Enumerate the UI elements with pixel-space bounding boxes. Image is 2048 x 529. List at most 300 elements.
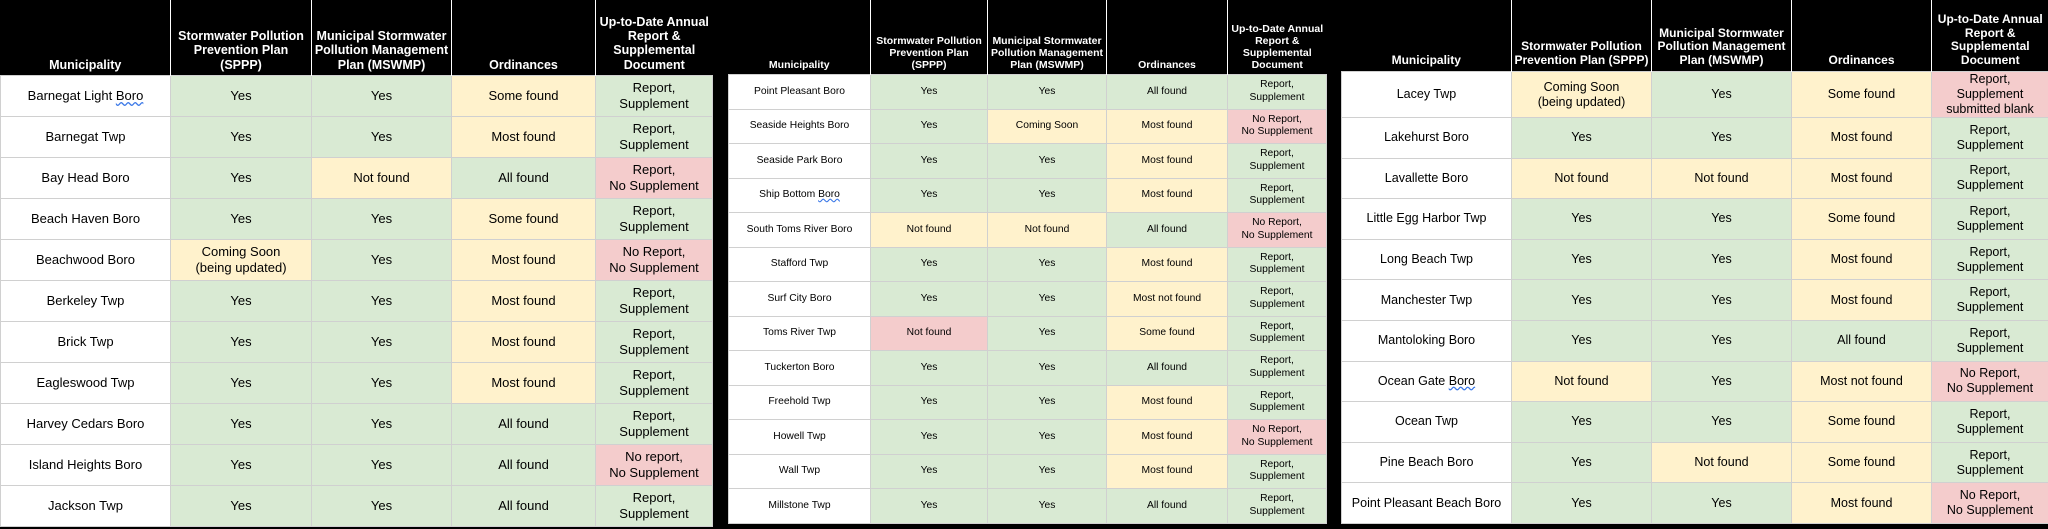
mswmp-status-cell[interactable] [1652, 199, 1792, 240]
report-status-cell[interactable] [1932, 402, 2048, 443]
ordinances-status-cell[interactable] [452, 363, 596, 404]
sppp-status-cell[interactable] [171, 322, 312, 363]
municipality-cell[interactable] [1, 281, 171, 322]
mswmp-status-cell[interactable] [988, 454, 1107, 489]
mswmp-status-cell[interactable] [1652, 361, 1792, 402]
ordinances-status-text: Most found [491, 252, 556, 268]
municipality-cell[interactable] [729, 351, 871, 386]
ordinances-status-cell[interactable] [1107, 247, 1228, 282]
municipality-cell[interactable] [1, 322, 171, 363]
sppp-status-cell[interactable] [871, 282, 988, 317]
mswmp-status-cell[interactable] [988, 282, 1107, 317]
report-status-cell[interactable] [596, 486, 713, 527]
municipality-cell[interactable] [1342, 72, 1512, 118]
ordinances-status-text: Most found [1141, 430, 1193, 442]
sppp-status-cell[interactable] [871, 316, 988, 351]
table-row [1342, 118, 2048, 159]
sppp-status-text: Yes [920, 189, 938, 201]
mswmp-status-cell[interactable] [988, 109, 1107, 144]
table-row [1342, 483, 2048, 524]
municipality-cell[interactable] [729, 385, 871, 420]
ordinances-status-cell[interactable] [1792, 239, 1932, 280]
mswmp-status-text: Yes [1711, 373, 1732, 388]
sppp-status-cell[interactable] [171, 281, 312, 322]
ordinances-status-cell[interactable] [452, 76, 596, 117]
mswmp-status-cell[interactable] [1652, 118, 1792, 159]
municipality-cell[interactable] [729, 454, 871, 489]
ordinances-status-cell[interactable] [1107, 316, 1228, 351]
municipality-cell[interactable] [1, 76, 171, 117]
sppp-status-cell[interactable] [871, 489, 988, 524]
mswmp-status-cell[interactable] [312, 117, 452, 158]
sppp-status-cell[interactable] [171, 117, 312, 158]
mswmp-status-cell[interactable] [988, 247, 1107, 282]
mswmp-status-cell[interactable] [312, 240, 452, 281]
sppp-status-cell[interactable] [1512, 402, 1652, 443]
municipality-cell[interactable] [1, 199, 171, 240]
sppp-status-text: Not found [1554, 373, 1609, 388]
ordinances-status-text: Most found [1141, 154, 1193, 166]
ordinances-status-text: Most not found [1820, 373, 1903, 388]
municipality-text: Point Pleasant Beach Boro [1351, 495, 1502, 510]
report-status-cell[interactable] [1228, 247, 1327, 282]
ordinances-status-cell[interactable] [1107, 282, 1228, 317]
sppp-status-cell[interactable] [171, 199, 312, 240]
municipality-cell[interactable] [1342, 320, 1512, 361]
municipality-cell[interactable] [729, 213, 871, 248]
municipality-cell[interactable] [1342, 118, 1512, 159]
table-row [729, 282, 1327, 317]
mswmp-status-cell[interactable] [988, 75, 1107, 110]
sppp-status-cell[interactable] [1512, 483, 1652, 524]
mswmp-status-text: Not found [353, 170, 410, 186]
header-sppp: Stormwater Pollution Prevention Plan (SPPP) [871, 0, 988, 75]
sppp-status-text: Yes [230, 211, 252, 227]
report-status-cell[interactable] [596, 158, 713, 199]
mswmp-status-cell[interactable] [1652, 402, 1792, 443]
municipality-text: Ocean Twp [1394, 414, 1458, 429]
municipality-text: Beachwood Boro [35, 252, 135, 268]
municipality-cell[interactable] [1, 363, 171, 404]
header-annual-report: Up-to-Date Annual Report & Supplemental Document [596, 0, 713, 76]
table-row [1342, 158, 2048, 199]
report-status-text: Report, Supplement [1956, 203, 2024, 233]
municipality-cell[interactable] [1, 486, 171, 527]
sppp-status-cell[interactable] [1512, 118, 1652, 159]
municipality-cell[interactable] [1, 158, 171, 199]
sppp-status-cell[interactable] [171, 363, 312, 404]
mswmp-status-cell[interactable] [988, 351, 1107, 386]
report-status-cell[interactable] [1228, 420, 1327, 455]
ordinances-status-text: Some found [1827, 211, 1896, 226]
ordinances-status-cell[interactable] [1107, 385, 1228, 420]
report-status-text: No Report, No Supplement [609, 244, 699, 275]
mswmp-status-text: Coming Soon [1015, 120, 1079, 132]
ordinances-status-text: Some found [1827, 414, 1896, 429]
ordinances-status-cell[interactable] [452, 199, 596, 240]
mswmp-status-cell[interactable] [312, 199, 452, 240]
municipality-cell[interactable] [1342, 483, 1512, 524]
ordinances-status-cell[interactable] [1792, 483, 1932, 524]
ordinances-status-text: Most found [1141, 258, 1193, 270]
table-panel-3 [1341, 0, 2048, 529]
report-status-text: Report, No Supplement [609, 162, 699, 193]
sppp-status-cell[interactable] [171, 445, 312, 486]
report-status-cell[interactable] [1228, 316, 1327, 351]
sppp-status-text: Yes [1571, 455, 1592, 470]
table-row [1342, 402, 2048, 443]
ordinances-status-text: Most found [1830, 495, 1893, 510]
mswmp-status-cell[interactable] [312, 404, 452, 445]
ordinances-status-cell[interactable] [452, 158, 596, 199]
mswmp-status-cell[interactable] [988, 213, 1107, 248]
report-status-cell[interactable] [1932, 320, 2048, 361]
sppp-status-cell[interactable] [871, 178, 988, 213]
sppp-status-cell[interactable] [1512, 442, 1652, 483]
table-row [1, 240, 713, 281]
ordinances-status-cell[interactable] [1107, 109, 1228, 144]
municipality-cell[interactable] [729, 75, 871, 110]
sppp-status-text: Yes [230, 129, 252, 145]
municipality-text: Seaside Park Boro [756, 154, 843, 166]
report-status-cell[interactable] [1932, 72, 2048, 118]
report-status-text: Report, Supplement [619, 285, 689, 316]
report-status-text: Report, Supplement [1956, 122, 2024, 152]
ordinances-status-text: All found [1146, 85, 1188, 97]
report-status-text: No Report, No Supplement [1241, 113, 1313, 138]
mswmp-status-text: Yes [370, 88, 393, 104]
ordinances-status-cell[interactable] [1107, 420, 1228, 455]
sppp-status-text: Yes [1571, 495, 1592, 510]
municipality-cell[interactable] [1342, 239, 1512, 280]
header-row [729, 0, 1327, 75]
municipality-text: Howell Twp [773, 430, 826, 442]
report-status-cell[interactable] [1228, 213, 1327, 248]
mswmp-status-cell[interactable] [1652, 239, 1792, 280]
ordinances-status-cell[interactable] [1792, 361, 1932, 402]
sppp-status-cell[interactable] [171, 76, 312, 117]
municipality-text: Harvey Cedars Boro [26, 416, 145, 432]
mswmp-status-cell[interactable] [988, 420, 1107, 455]
ordinances-status-cell[interactable] [1107, 75, 1228, 110]
municipality-text: Eagleswood Twp [36, 375, 135, 391]
mswmp-status-cell[interactable] [312, 158, 452, 199]
ordinances-status-cell[interactable] [1792, 280, 1932, 321]
report-status-text: Report, Supplement [1249, 79, 1305, 103]
table-panel-1 [0, 0, 712, 529]
mswmp-status-text: Yes [1038, 189, 1056, 201]
report-status-text: Report, Supplement [1249, 493, 1305, 517]
municipality-text: Freehold Twp [768, 396, 831, 408]
sppp-status-cell[interactable] [171, 240, 312, 281]
municipality-cell[interactable] [1342, 280, 1512, 321]
ordinances-status-text: All found [1146, 223, 1188, 235]
municipality-cell[interactable] [1342, 402, 1512, 443]
mswmp-status-text: Yes [370, 293, 393, 309]
sppp-status-text: Yes [920, 292, 938, 304]
ordinances-status-cell[interactable] [1792, 199, 1932, 240]
report-status-cell[interactable] [1228, 489, 1327, 524]
header-annual-report: Up-to-Date Annual Report & Supplemental Document [1228, 0, 1327, 75]
mswmp-status-cell[interactable] [312, 445, 452, 486]
sppp-status-cell[interactable] [171, 158, 312, 199]
report-status-text: No Report, No Supplement [1946, 488, 2034, 518]
report-status-cell[interactable] [1932, 442, 2048, 483]
ordinances-status-text: Most found [1141, 465, 1193, 477]
mswmp-status-text: Yes [1711, 130, 1732, 145]
sppp-status-cell[interactable] [871, 144, 988, 179]
municipality-text: Lacey Twp [1396, 87, 1457, 101]
report-status-cell[interactable] [1932, 483, 2048, 524]
sppp-status-cell[interactable] [171, 404, 312, 445]
sppp-status-text: Yes [1571, 130, 1592, 145]
report-status-cell[interactable] [1932, 158, 2048, 199]
ordinances-status-text: All found [1146, 361, 1188, 373]
sppp-status-text: Yes [920, 85, 938, 97]
ordinances-status-cell[interactable] [452, 240, 596, 281]
mswmp-status-cell[interactable] [988, 316, 1107, 351]
table-row [729, 144, 1327, 179]
ordinances-status-text: Most found [491, 293, 556, 309]
sppp-status-text: Not found [1554, 170, 1609, 185]
municipality-cell[interactable] [1, 404, 171, 445]
ordinances-status-cell[interactable] [1792, 118, 1932, 159]
mswmp-status-text: Yes [1038, 258, 1056, 270]
ordinances-status-text: Some found [1827, 87, 1896, 101]
sppp-status-cell[interactable] [871, 385, 988, 420]
mswmp-status-cell[interactable] [312, 363, 452, 404]
report-status-cell[interactable] [596, 363, 713, 404]
municipality-text: Lakehurst Boro [1384, 130, 1469, 145]
sppp-status-cell[interactable] [871, 420, 988, 455]
report-status-cell[interactable] [596, 76, 713, 117]
municipality-cell[interactable] [729, 247, 871, 282]
municipality-cell[interactable] [729, 144, 871, 179]
municipality-cell[interactable] [729, 420, 871, 455]
mswmp-status-text: Not found [1694, 455, 1749, 470]
report-status-cell[interactable] [1932, 280, 2048, 321]
header-sppp: Stormwater Pollution Prevention Plan (SPPP) [171, 0, 312, 76]
table-row [1, 117, 713, 158]
mswmp-status-cell[interactable] [988, 144, 1107, 179]
report-status-cell[interactable] [596, 281, 713, 322]
ordinances-status-cell[interactable] [1792, 442, 1932, 483]
sppp-status-cell[interactable] [871, 247, 988, 282]
report-status-cell[interactable] [596, 445, 713, 486]
report-status-cell[interactable] [1932, 118, 2048, 159]
header-mswmp: Municipal Stormwater Pollution Management Plan (MSWMP) [1652, 0, 1792, 72]
sppp-status-text: Yes [230, 293, 252, 309]
sppp-status-text: Yes [230, 334, 252, 350]
sppp-status-cell[interactable] [1512, 199, 1652, 240]
report-status-cell[interactable] [596, 117, 713, 158]
mswmp-status-text: Yes [1038, 396, 1056, 408]
mswmp-status-cell[interactable] [312, 76, 452, 117]
municipality-cell[interactable] [729, 178, 871, 213]
municipality-text: Bay Head Boro [41, 170, 130, 186]
mswmp-status-cell[interactable] [1652, 442, 1792, 483]
ordinances-status-text: Most found [1141, 120, 1193, 132]
municipality-cell[interactable] [1, 240, 171, 281]
report-status-cell[interactable] [596, 199, 713, 240]
mswmp-status-cell[interactable] [1652, 320, 1792, 361]
report-status-text: Report, Supplement [1249, 355, 1305, 379]
report-status-cell[interactable] [1228, 454, 1327, 489]
sppp-status-cell[interactable] [1512, 361, 1652, 402]
mswmp-status-cell[interactable] [988, 489, 1107, 524]
table-row [729, 454, 1327, 489]
header-mswmp: Municipal Stormwater Pollution Management Plan (MSWMP) [988, 0, 1107, 75]
mswmp-status-cell[interactable] [1652, 280, 1792, 321]
header-annual-report: Up-to-Date Annual Report & Supplemental Document [1932, 0, 2048, 72]
sppp-status-text: Not found [906, 327, 952, 339]
municipality-cell[interactable] [729, 282, 871, 317]
mswmp-status-cell[interactable] [988, 178, 1107, 213]
report-status-cell[interactable] [1228, 178, 1327, 213]
table-row [1, 445, 713, 486]
report-status-cell[interactable] [1228, 282, 1327, 317]
ordinances-status-cell[interactable] [452, 322, 596, 363]
sppp-status-text: Not found [906, 223, 952, 235]
ordinances-status-cell[interactable] [1792, 72, 1932, 118]
mswmp-status-text: Yes [370, 375, 393, 391]
mswmp-status-text: Yes [370, 211, 393, 227]
ordinances-status-cell[interactable] [1107, 489, 1228, 524]
municipality-text: Tuckerton Boro [764, 361, 835, 373]
table-body [1, 76, 713, 527]
sppp-status-cell[interactable] [871, 454, 988, 489]
municipality-text: Beach Haven Boro [30, 211, 141, 227]
municipality-cell[interactable] [729, 109, 871, 144]
ordinances-status-cell[interactable] [1792, 158, 1932, 199]
report-status-cell[interactable] [1228, 385, 1327, 420]
report-status-cell[interactable] [596, 322, 713, 363]
mswmp-status-cell[interactable] [1652, 72, 1792, 118]
sppp-status-text: Yes [920, 430, 938, 442]
mswmp-status-cell[interactable] [312, 281, 452, 322]
ordinances-status-cell[interactable] [1107, 351, 1228, 386]
ordinances-status-cell[interactable] [452, 486, 596, 527]
ordinances-status-cell[interactable] [1107, 178, 1228, 213]
report-status-text: Report, Supplement [619, 80, 689, 111]
mswmp-status-text: Yes [1711, 414, 1732, 429]
municipality-cell[interactable] [729, 316, 871, 351]
ordinances-status-cell[interactable] [1107, 213, 1228, 248]
report-status-text: Report, Supplement [1956, 406, 2024, 436]
report-status-cell[interactable] [1228, 75, 1327, 110]
mswmp-status-text: Yes [1711, 87, 1732, 101]
sppp-status-cell[interactable] [171, 486, 312, 527]
municipality-text: Ocean Gate Boro [1377, 373, 1476, 388]
ordinances-status-text: Most found [1141, 396, 1193, 408]
report-status-cell[interactable] [596, 240, 713, 281]
table-row [729, 420, 1327, 455]
report-status-cell[interactable] [1228, 351, 1327, 386]
table-row [1342, 442, 2048, 483]
sppp-status-text: Yes [230, 498, 252, 514]
ordinances-status-text: Most found [1830, 130, 1893, 145]
municipality-cell[interactable] [729, 489, 871, 524]
report-status-text: Report, Supplement [1956, 163, 2024, 193]
sppp-status-text: Yes [920, 465, 938, 477]
ordinances-status-text: All found [498, 170, 549, 186]
table-body [1342, 72, 2048, 524]
report-status-text: No Report, No Supplement [1241, 424, 1313, 448]
ordinances-status-cell[interactable] [1107, 144, 1228, 179]
sppp-status-cell[interactable] [871, 213, 988, 248]
sppp-status-text: Yes [1571, 252, 1592, 267]
mswmp-status-cell[interactable] [1652, 483, 1792, 524]
municipality-text: Barnegat Light Boro [27, 88, 144, 104]
municipality-cell[interactable] [1342, 199, 1512, 240]
sppp-status-cell[interactable] [871, 351, 988, 386]
sppp-status-text: Yes [920, 499, 938, 511]
sppp-status-text: Yes [920, 258, 938, 270]
municipality-text: Ship Bottom Boro [759, 189, 840, 201]
header-municipality: Municipality [1342, 0, 1512, 72]
ordinances-status-cell[interactable] [452, 404, 596, 445]
ordinances-status-cell[interactable] [1792, 402, 1932, 443]
ordinances-status-text: Most found [491, 375, 556, 391]
report-status-cell[interactable] [1228, 144, 1327, 179]
sppp-status-cell[interactable] [871, 75, 988, 110]
mswmp-status-cell[interactable] [988, 385, 1107, 420]
report-status-text: Report, Supplement [1249, 148, 1305, 172]
report-status-cell[interactable] [1932, 199, 2048, 240]
mswmp-status-text: Yes [370, 334, 393, 350]
ordinances-status-cell[interactable] [452, 117, 596, 158]
mswmp-status-text: Yes [370, 252, 393, 268]
municipality-cell[interactable] [1342, 158, 1512, 199]
report-status-cell[interactable] [1228, 109, 1327, 144]
sppp-status-cell[interactable] [871, 109, 988, 144]
sppp-status-cell[interactable] [1512, 239, 1652, 280]
ordinances-status-text: Some found [1139, 327, 1195, 339]
report-status-cell[interactable] [1932, 239, 2048, 280]
ordinances-status-cell[interactable] [1107, 454, 1228, 489]
sppp-status-cell[interactable] [1512, 72, 1652, 118]
municipality-cell[interactable] [1342, 442, 1512, 483]
ordinances-status-cell[interactable] [1792, 320, 1932, 361]
municipality-cell[interactable] [1, 117, 171, 158]
municipality-cell[interactable] [1342, 361, 1512, 402]
header-mswmp: Municipal Stormwater Pollution Management Plan (MSWMP) [312, 0, 452, 76]
header-ordinances: Ordinances [1792, 0, 1932, 72]
sppp-status-cell[interactable] [1512, 320, 1652, 361]
header-municipality: Municipality [1, 0, 171, 76]
table-body [729, 75, 1327, 524]
mswmp-status-cell[interactable] [312, 322, 452, 363]
ordinances-status-text: Most found [1830, 252, 1893, 267]
report-status-cell[interactable] [1932, 361, 2048, 402]
report-status-text: Report, Supplement [619, 408, 689, 439]
ordinances-status-text: Most not found [1132, 292, 1202, 304]
report-status-text: Report, Supplement [619, 326, 689, 357]
ordinances-status-cell[interactable] [452, 445, 596, 486]
municipality-cell[interactable] [1, 445, 171, 486]
status-table [1341, 0, 2048, 524]
municipality-text: Pine Beach Boro [1379, 455, 1474, 470]
sppp-status-cell[interactable] [1512, 158, 1652, 199]
mswmp-status-cell[interactable] [312, 486, 452, 527]
report-status-cell[interactable] [596, 404, 713, 445]
municipality-text: Mantoloking Boro [1377, 333, 1476, 348]
sppp-status-text: Yes [1571, 333, 1592, 348]
sppp-status-cell[interactable] [1512, 280, 1652, 321]
ordinances-status-cell[interactable] [452, 281, 596, 322]
mswmp-status-cell[interactable] [1652, 158, 1792, 199]
municipality-text: Seaside Heights Boro [749, 120, 850, 132]
